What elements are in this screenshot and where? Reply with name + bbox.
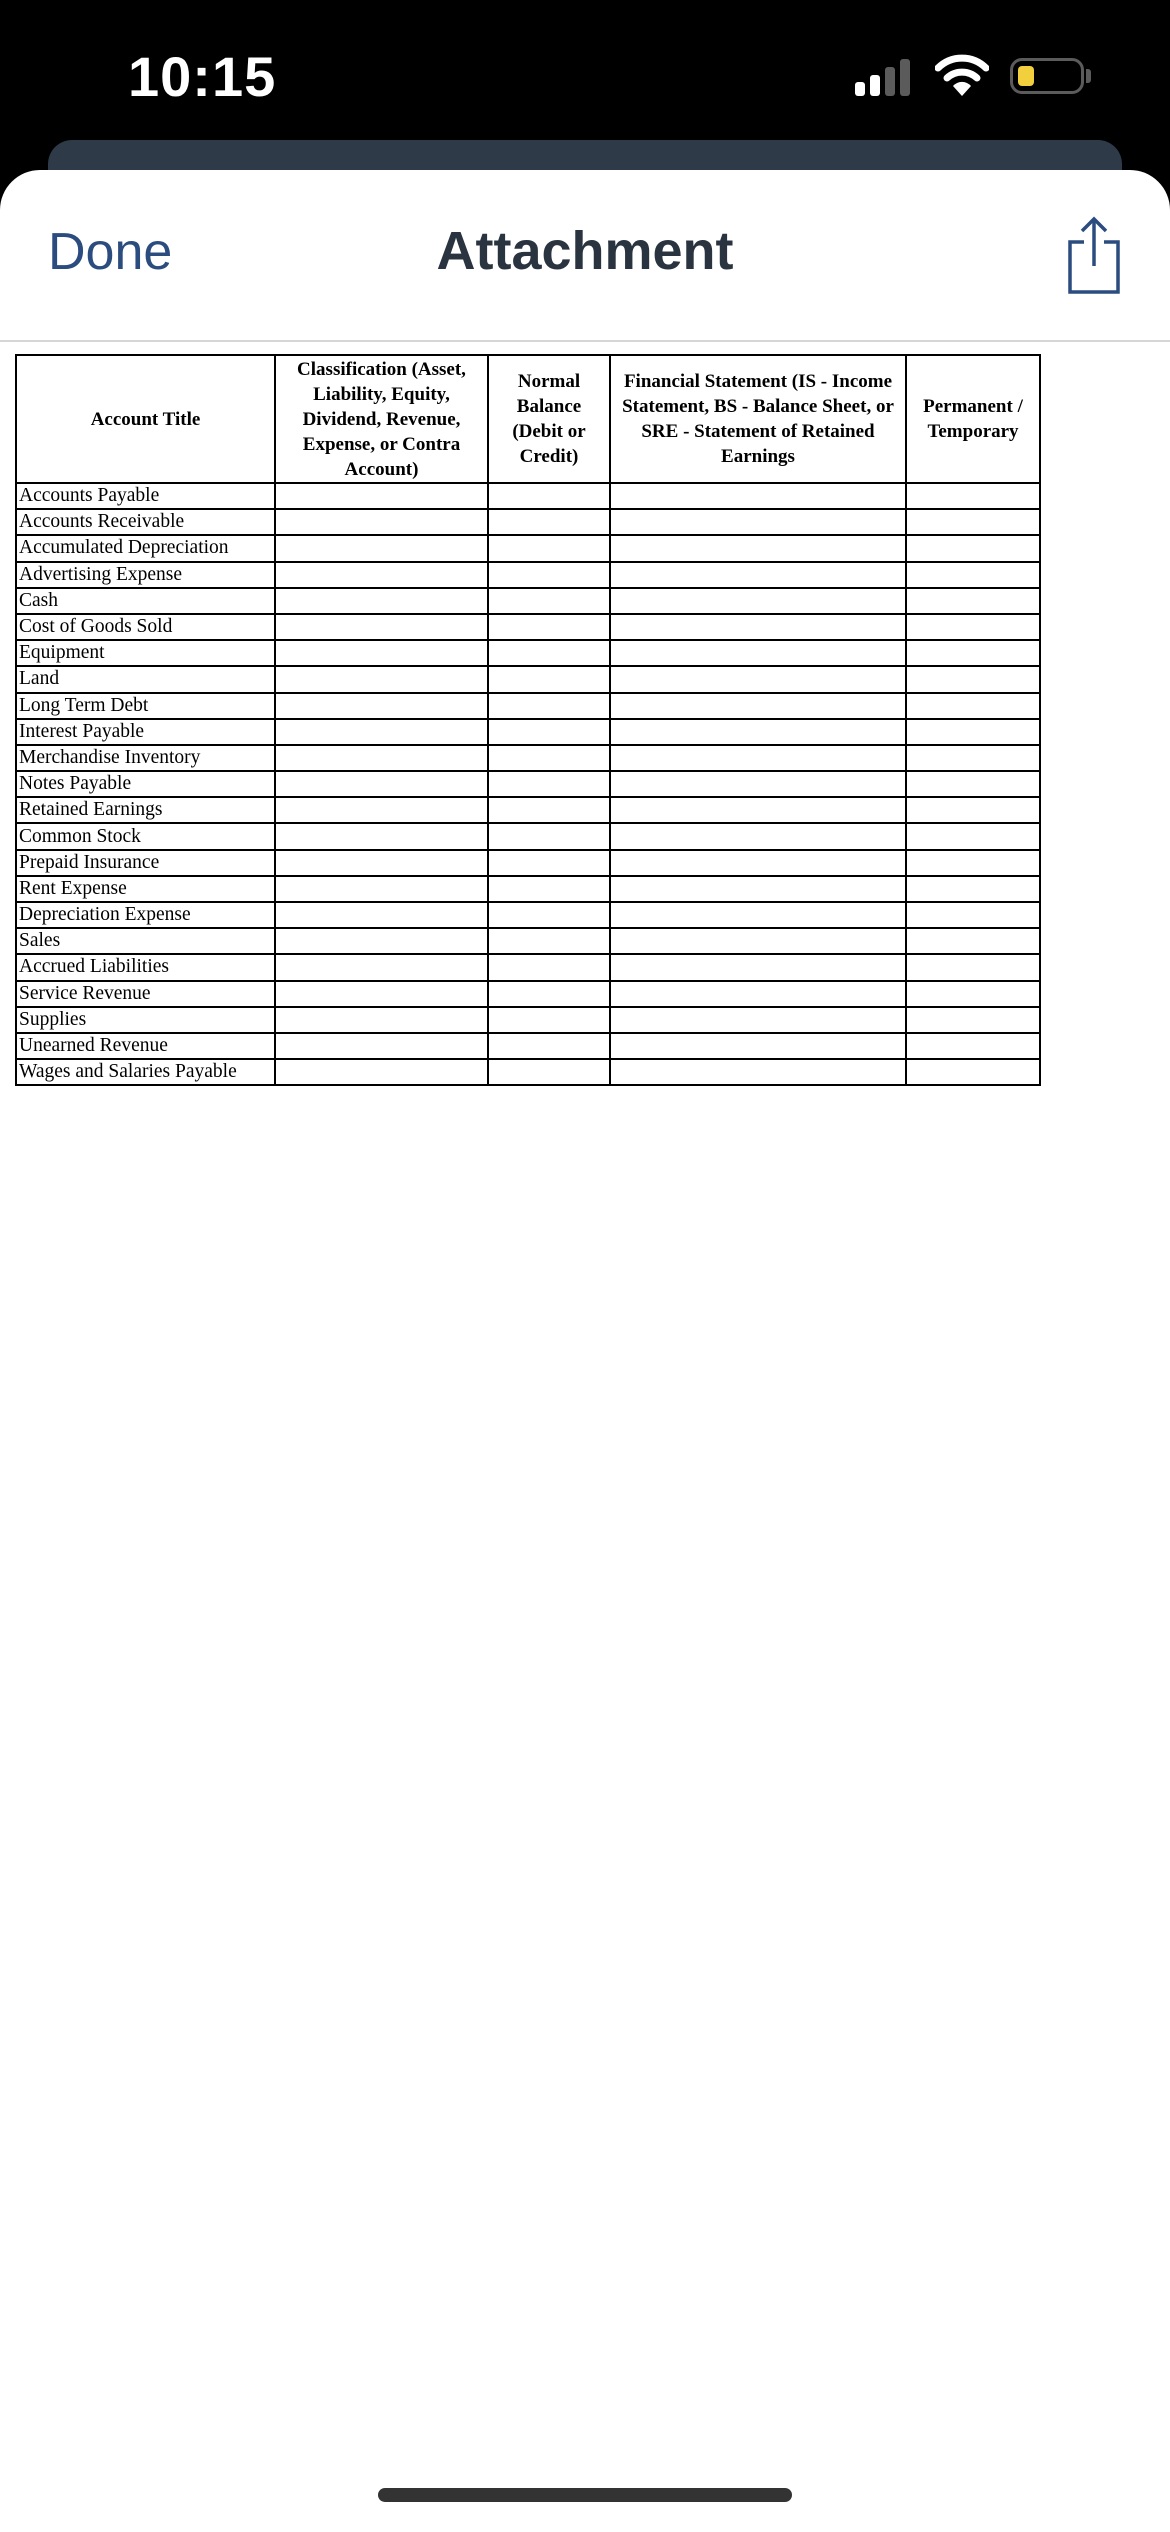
empty-cell [275,1007,488,1033]
table-row [16,823,1040,849]
account-title-cell: Service Revenue [16,981,275,1007]
empty-cell [488,588,610,614]
account-table [15,354,1041,1086]
empty-cell [610,954,906,980]
empty-cell [906,535,1040,561]
table-header-row [16,355,1040,483]
empty-cell [275,1059,488,1085]
table-row [16,850,1040,876]
empty-cell [610,562,906,588]
table-row [16,981,1040,1007]
empty-cell [906,693,1040,719]
account-title-cell: Rent Expense [16,876,275,902]
empty-cell [275,1033,488,1059]
account-title-cell: Accounts Receivable [16,509,275,535]
account-title-cell: Notes Payable [16,771,275,797]
account-title-cell: Unearned Revenue [16,1033,275,1059]
empty-cell [610,535,906,561]
table-row [16,1059,1040,1085]
empty-cell [906,640,1040,666]
empty-cell [610,666,906,692]
table-row [16,588,1040,614]
header-account-title: Account Title [16,355,275,483]
empty-cell [275,614,488,640]
empty-cell [906,981,1040,1007]
account-title-cell: Cost of Goods Sold [16,614,275,640]
empty-cell [488,797,610,823]
table-row [16,771,1040,797]
table-row [16,614,1040,640]
empty-cell [610,745,906,771]
empty-cell [488,719,610,745]
empty-cell [906,876,1040,902]
share-icon[interactable] [1066,216,1122,294]
battery-level [1018,66,1034,86]
table-row [16,902,1040,928]
empty-cell [488,876,610,902]
table-row [16,719,1040,745]
empty-cell [610,797,906,823]
empty-cell [275,797,488,823]
empty-cell [275,640,488,666]
account-title-cell: Accumulated Depreciation [16,535,275,561]
table-row [16,928,1040,954]
account-title-cell: Depreciation Expense [16,902,275,928]
battery-nub [1086,69,1091,83]
table-row [16,535,1040,561]
empty-cell [488,928,610,954]
account-title-cell: Accounts Payable [16,483,275,509]
empty-cell [275,981,488,1007]
empty-cell [906,588,1040,614]
empty-cell [610,1059,906,1085]
empty-cell [906,509,1040,535]
account-title-cell: Advertising Expense [16,562,275,588]
account-title-cell: Sales [16,928,275,954]
status-time: 10:15 [128,45,277,108]
nav-bar [0,170,1170,342]
empty-cell [610,640,906,666]
empty-cell [275,562,488,588]
account-title-cell: Long Term Debt [16,693,275,719]
empty-cell [488,1007,610,1033]
empty-cell [906,902,1040,928]
battery-icon [1010,58,1084,94]
empty-cell [906,483,1040,509]
signal-icon [855,58,913,96]
empty-cell [275,954,488,980]
empty-cell [275,535,488,561]
empty-cell [610,588,906,614]
empty-cell [275,693,488,719]
table-row [16,562,1040,588]
empty-cell [488,562,610,588]
empty-cell [906,850,1040,876]
empty-cell [610,693,906,719]
empty-cell [275,666,488,692]
empty-cell [488,614,610,640]
table-row [16,954,1040,980]
empty-cell [610,771,906,797]
empty-cell [906,745,1040,771]
empty-cell [275,902,488,928]
empty-cell [488,666,610,692]
account-title-cell: Merchandise Inventory [16,745,275,771]
empty-cell [488,981,610,1007]
table-row [16,666,1040,692]
empty-cell [610,876,906,902]
table-row [16,1007,1040,1033]
empty-cell [610,850,906,876]
empty-cell [906,719,1040,745]
empty-cell [906,823,1040,849]
empty-cell [610,981,906,1007]
empty-cell [906,797,1040,823]
account-title-cell: Prepaid Insurance [16,850,275,876]
empty-cell [275,483,488,509]
empty-cell [906,1007,1040,1033]
empty-cell [488,850,610,876]
account-title-cell: Retained Earnings [16,797,275,823]
table-row [16,509,1040,535]
account-title-cell: Accrued Liabilities [16,954,275,980]
header-normal-balance: Normal Balance (Debit or Credit) [488,355,610,483]
table-row [16,797,1040,823]
empty-cell [906,562,1040,588]
table-row [16,876,1040,902]
account-title-cell: Equipment [16,640,275,666]
header-classification: Classification (Asset, Liability, Equity, Dividend, Revenue, Expense, or Contra Account) [275,355,488,483]
empty-cell [610,614,906,640]
empty-cell [275,850,488,876]
table-row [16,693,1040,719]
empty-cell [488,509,610,535]
empty-cell [488,1033,610,1059]
account-title-cell: Land [16,666,275,692]
empty-cell [275,876,488,902]
empty-cell [488,745,610,771]
empty-cell [275,719,488,745]
account-title-cell: Interest Payable [16,719,275,745]
empty-cell [906,1033,1040,1059]
empty-cell [275,928,488,954]
empty-cell [488,640,610,666]
empty-cell [275,745,488,771]
account-title-cell: Wages and Salaries Payable [16,1059,275,1085]
empty-cell [488,483,610,509]
empty-cell [906,666,1040,692]
empty-cell [488,771,610,797]
home-indicator[interactable] [378,2488,792,2502]
empty-cell [275,823,488,849]
empty-cell [488,535,610,561]
empty-cell [610,483,906,509]
empty-cell [275,588,488,614]
empty-cell [488,902,610,928]
empty-cell [906,771,1040,797]
page-title: Attachment [436,221,734,281]
table-row [16,640,1040,666]
empty-cell [488,1059,610,1085]
empty-cell [275,509,488,535]
empty-cell [610,509,906,535]
header-permanent-temporary: Permanent / Temporary [906,355,1040,483]
empty-cell [610,902,906,928]
done-button[interactable]: Done [48,223,173,281]
empty-cell [906,928,1040,954]
empty-cell [610,1007,906,1033]
table-row [16,483,1040,509]
empty-cell [610,719,906,745]
attachment-document[interactable] [15,354,1041,1086]
empty-cell [610,928,906,954]
table-row [16,1033,1040,1059]
account-title-cell: Cash [16,588,275,614]
table-row [16,745,1040,771]
empty-cell [488,693,610,719]
attachment-sheet [0,170,1170,2532]
empty-cell [906,614,1040,640]
account-title-cell: Supplies [16,1007,275,1033]
account-title-cell: Common Stock [16,823,275,849]
empty-cell [275,771,488,797]
wifi-icon [935,54,989,98]
header-financial-statement: Financial Statement (IS - Income Statement, BS - Balance Sheet, or SRE - Statement of Retained Earnings [610,355,906,483]
table-body [16,483,1040,1085]
empty-cell [906,1059,1040,1085]
empty-cell [488,954,610,980]
empty-cell [610,1033,906,1059]
empty-cell [488,823,610,849]
empty-cell [610,823,906,849]
empty-cell [906,954,1040,980]
